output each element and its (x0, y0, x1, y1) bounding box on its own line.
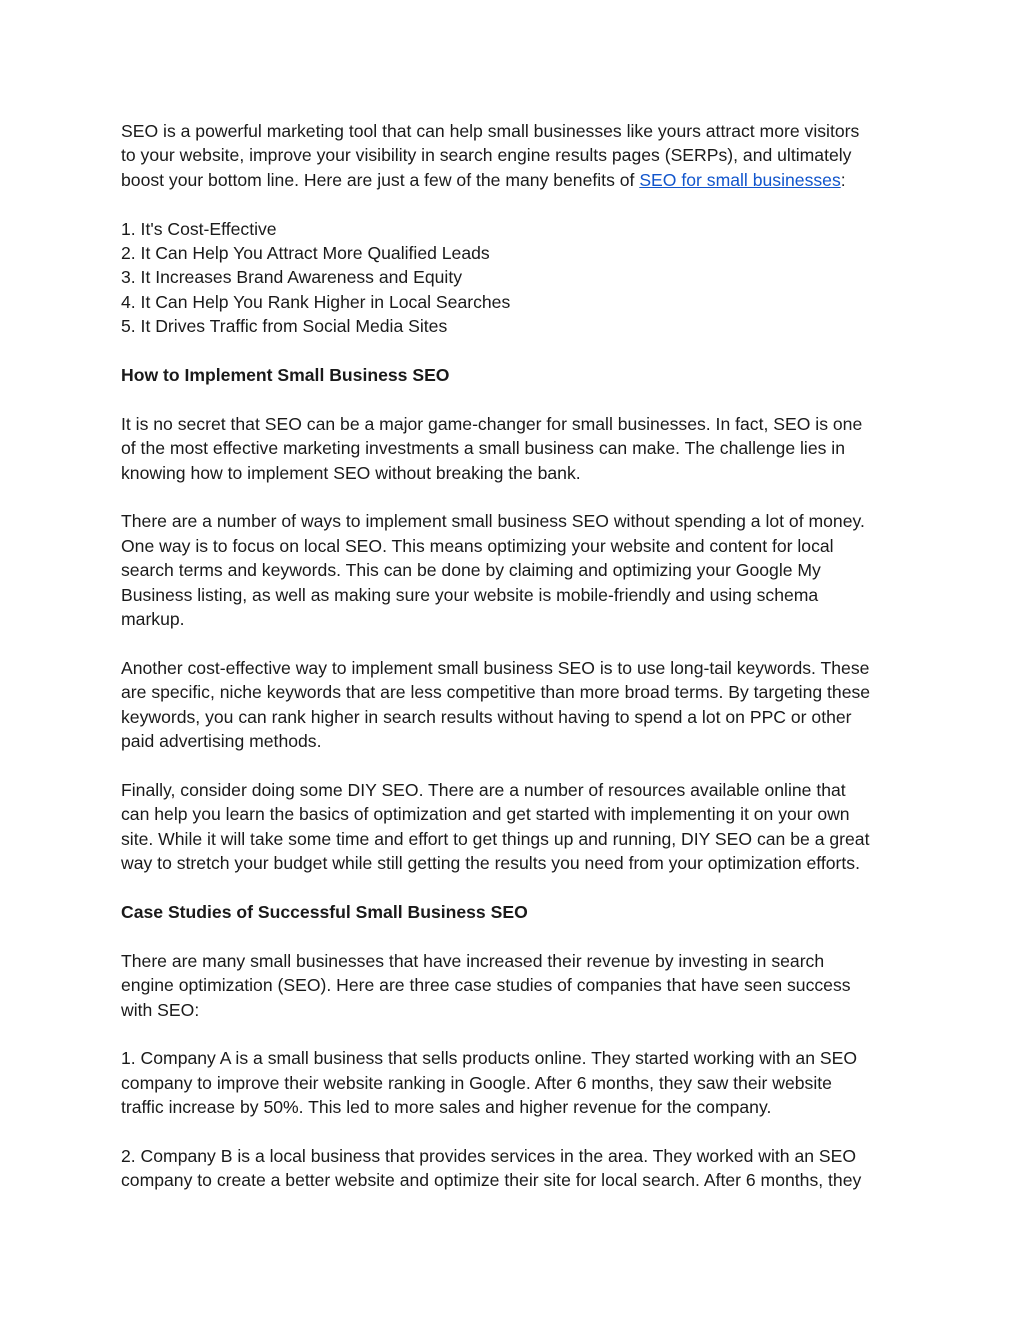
paragraph (121, 949, 911, 1022)
paragraph-gap (121, 753, 911, 777)
text-line: company to improve their website ranking in Google. After 6 months, they saw their website (121, 1072, 832, 1093)
paragraph-gap (121, 485, 911, 509)
text-line: One way is to focus on local SEO. This means optimizing your website and content for local (121, 535, 834, 556)
list-item: 3. It Increases Brand Awareness and Equity (121, 267, 462, 288)
section-heading-implement: How to Implement Small Business SEO (121, 365, 450, 386)
text-line: with SEO: (121, 999, 200, 1020)
text-span: : (840, 169, 846, 190)
text-line: can help you learn the basics of optimization and get started with implementing it on your own (121, 804, 850, 825)
paragraph (121, 1046, 911, 1119)
text-line: are specific, niche keywords that are less competitive than more broad terms. By targeting these (121, 682, 871, 703)
paragraph-gap (121, 631, 911, 655)
list-item: 2. It Can Help You Attract More Qualified Leads (121, 243, 490, 264)
seo-for-small-businesses-link[interactable]: SEO for small businesses (639, 169, 841, 190)
text-line: markup. (121, 609, 185, 630)
text-line: paid advertising methods. (121, 731, 322, 752)
text-line (121, 168, 911, 192)
benefits-list (121, 217, 911, 339)
text-line: Another cost-effective way to implement small business SEO is to use long-tail keywords. These (121, 657, 870, 678)
paragraph (121, 412, 911, 485)
paragraph-gap (121, 1120, 911, 1144)
text-line: engine optimization (SEO). Here are three case studies of companies that have seen success (121, 975, 851, 996)
text-line: to your website, improve your visibility in search engine results pages (SERPs), and ultimately (121, 145, 852, 166)
text-line: It is no secret that SEO can be a major game-changer for small businesses. In fact, SEO is one (121, 413, 863, 434)
list-item: 4. It Can Help You Rank Higher in Local Searches (121, 291, 511, 312)
paragraph (121, 656, 911, 754)
list-item: 5. It Drives Traffic from Social Media Sites (121, 316, 448, 337)
paragraph-gap (121, 192, 911, 216)
list-item: 1. It's Cost-Effective (121, 218, 277, 239)
paragraph-gap (121, 1022, 911, 1046)
text-line: SEO is a powerful marketing tool that can help small businesses like yours attract more visitors (121, 121, 860, 141)
document-page (121, 119, 911, 1193)
paragraph (121, 1144, 911, 1193)
text-line: site. While it will take some time and effort to get things up and running, DIY SEO can be a great (121, 828, 870, 849)
text-line: 2. Company B is a local business that provides services in the area. They worked with an SEO (121, 1145, 857, 1166)
text-line: way to stretch your budget while still getting the results you need from your optimization efforts. (121, 853, 860, 874)
paragraph-gap (121, 876, 911, 900)
text-line: traffic increase by 50%. This led to more sales and higher revenue for the company. (121, 1097, 772, 1118)
intro-paragraph (121, 119, 911, 192)
text-line: Finally, consider doing some DIY SEO. There are a number of resources available online that (121, 779, 846, 800)
text-span: boost your bottom line. Here are just a few of the many benefits of (121, 169, 640, 190)
text-line: company to create a better website and optimize their site for local search. After 6 months, they (121, 1170, 862, 1191)
text-line: search terms and keywords. This can be done by claiming and optimizing your Google My (121, 560, 821, 581)
text-line: There are many small businesses that have increased their revenue by investing in search (121, 950, 825, 971)
text-line: keywords, you can rank higher in search results without having to spend a lot on PPC or other (121, 706, 852, 727)
text-line: Business listing, as well as making sure your website is mobile-friendly and using schema (121, 584, 819, 605)
paragraph-gap (121, 339, 911, 363)
paragraph (121, 509, 911, 631)
text-line: of the most effective marketing investments a small business can make. The challenge lies in (121, 438, 845, 459)
paragraph-gap (121, 924, 911, 948)
paragraph (121, 778, 911, 876)
text-line: 1. Company A is a small business that sells products online. They started working with an SEO (121, 1048, 858, 1069)
section-heading-case-studies: Case Studies of Successful Small Business SEO (121, 901, 528, 922)
text-line: There are a number of ways to implement small business SEO without spending a lot of money. (121, 511, 865, 532)
paragraph-gap (121, 387, 911, 411)
text-line: knowing how to implement SEO without breaking the bank. (121, 462, 581, 483)
